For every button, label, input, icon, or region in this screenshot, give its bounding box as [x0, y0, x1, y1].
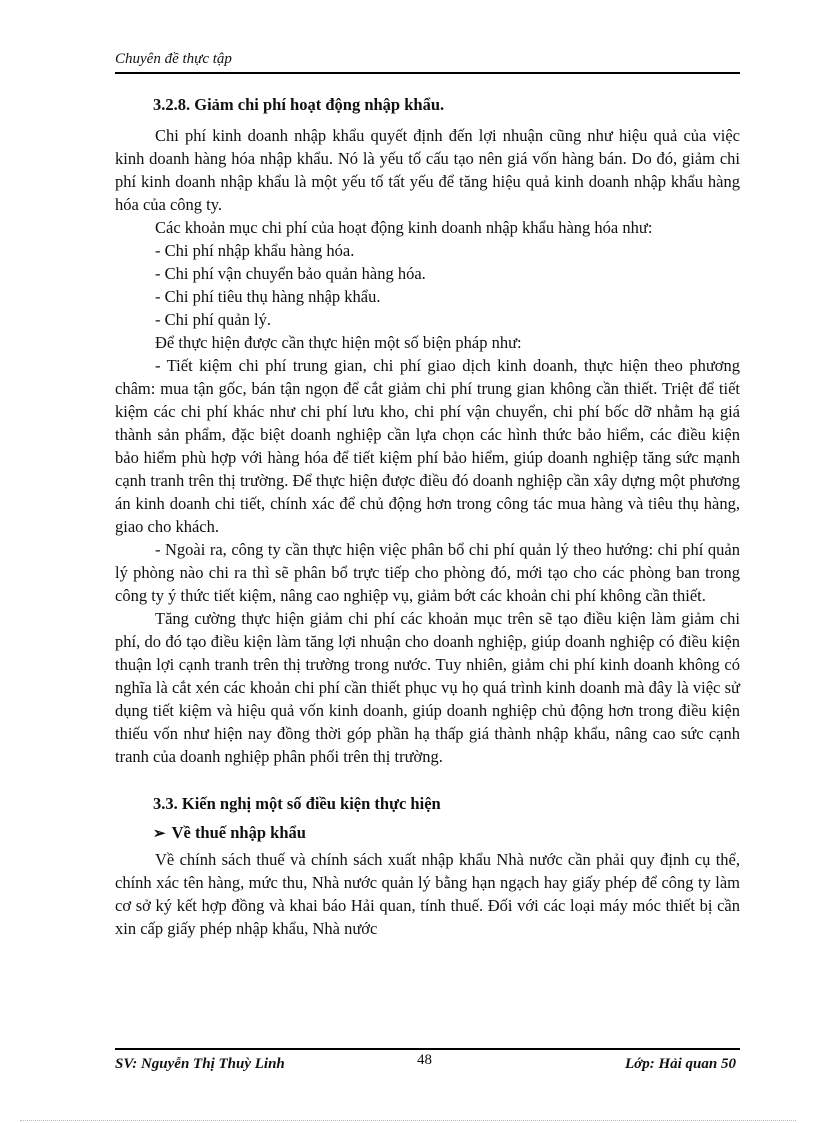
paragraph: Để thực hiện được cần thực hiện một số biện pháp như: — [155, 333, 522, 352]
page-number: 48 — [417, 1052, 432, 1068]
page-header — [115, 48, 740, 74]
header-title: Chuyên đề thực tập — [115, 51, 232, 67]
section-heading-3-2-8: 3.2.8. Giảm chi phí hoạt động nhập khẩu. — [153, 95, 445, 114]
page-content — [115, 93, 740, 940]
list-item: - Chi phí quản lý. — [155, 310, 271, 329]
page-edge-divider — [20, 1120, 796, 1121]
spacer — [115, 768, 740, 792]
section-heading-3-3: 3.3. Kiến nghị một số điều kiện thực hiện — [153, 794, 441, 813]
paragraph: Chi phí kinh doanh nhập khẩu quyết định đến lợi nhuận cũng như hiệu quả của việc kinh doanh hàng hóa nhập khẩu. Nó là yếu tố cấu tạo nên giá vốn hàng bán. Do đó, giảm chi phí kinh doanh nhập khẩu là một yếu tố tất yếu để tăng hiệu quả kinh doanh nhập khẩu hàng hóa của công ty. — [115, 126, 740, 214]
paragraph: Tăng cường thực hiện giảm chi phí các khoản mục trên sẽ tạo điều kiện làm giảm chi phí, do đó tạo điều kiện làm tăng lợi nhuận cho doanh nghiệp, giúp doanh nghiệp có điều kiện thuận lợi cạnh tranh trên thị trường trong nước. Tuy nhiên, giảm chi phí kinh doanh không có nghĩa là cắt xén các khoản chi phí cần thiết phục vụ họ quá trình kinh doanh mà đây là việc sử dụng tiết kiệm và hiệu quả vốn kinh doanh, giúp doanh nghiệp chủ động hơn trong điều kiện thiếu vốn như hiện nay đồng thời góp phần hạ thấp giá thành nhập khẩu, nâng cao sức cạnh tranh của doanh nghiệp phân phối trên thị trường. — [115, 609, 740, 766]
paragraph: Về chính sách thuế và chính sách xuất nhập khẩu Nhà nước cần phải quy định cụ thể, chính xác tên hàng, mức thu, Nhà nước quản lý bằng hạn ngạch hay giấy phép để công ty làm cơ sở ký kết hợp đồng và khai báo Hải quan, tính thuế. Đối với các loại máy móc thiết bị cần xin cấp giấy phép nhập khẩu, Nhà nước — [115, 850, 740, 938]
paragraph: - Tiết kiệm chi phí trung gian, chi phí giao dịch kinh doanh, thực hiện theo phương châm: mua tận gốc, bán tận ngọn để cắt giảm chi phí trung gian không cần thiết. Triệt để tiết kiệm các chi phí khác như chi phí lưu kho, chi phí vận chuyển, chi phí bốc dỡ nhằm hạ giá thành sản phẩm, đặc biệt doanh nghiệp cần lựa chọn các hình thức bảo hiểm, các điều kiện bảo hiểm phù hợp với hàng hóa để tiết kiệm phí bảo hiểm, giúp doanh nghiệp tăng sức mạnh cạnh tranh trên thị trường. Để thực hiện được điều đó doanh nghiệp cần xây dựng một phương án kinh doanh chi tiết, chính xác để chủ động hơn trong công tác mua hàng và tiêu thụ hàng, giao cho khách. — [115, 356, 740, 536]
paragraph: Các khoản mục chi phí của hoạt động kinh doanh nhập khẩu hàng hóa như: — [155, 218, 653, 237]
footer-class: Lớp: Hải quan 50 — [625, 1056, 736, 1072]
arrow-bullet-icon: ➢ — [153, 826, 166, 842]
footer-student: SV: Nguyễn Thị Thuỳ Linh — [115, 1056, 285, 1072]
list-item: - Chi phí vận chuyển bảo quản hàng hóa. — [155, 264, 426, 283]
page-footer — [115, 1048, 740, 1080]
paragraph: - Ngoài ra, công ty cần thực hiện việc phân bổ chi phí quản lý theo hướng: chi phí quản lý phòng nào chi ra thì sẽ phân bổ trực tiếp cho phòng đó, mới tạo cho các phòng ban trong công ty ý thức tiết kiệm, nâng cao nghiệp vụ, giảm bớt các khoản chi phí không cần thiết. — [115, 540, 740, 605]
list-item: - Chi phí nhập khẩu hàng hóa. — [155, 241, 355, 260]
subheading-label: Về thuế nhập khẩu — [171, 823, 306, 842]
list-item: - Chi phí tiêu thụ hàng nhập khẩu. — [155, 287, 381, 306]
subheading-import-tax — [115, 821, 740, 846]
